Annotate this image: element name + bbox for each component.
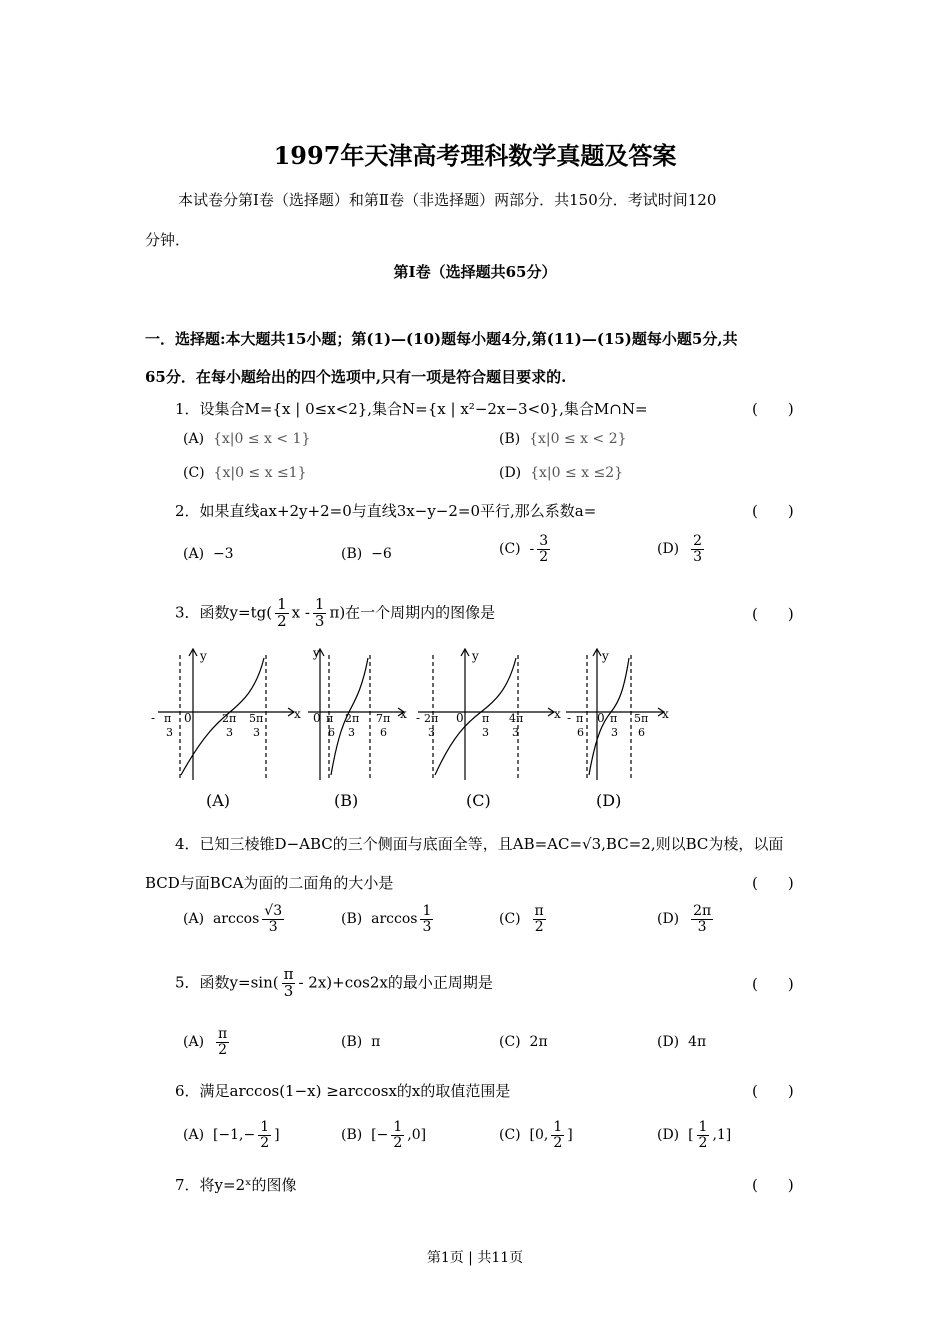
q1-option-c: (C) {x|0 ≤ x ≤1} xyxy=(183,465,307,481)
page-title: 1997年天津高考理科数学真题及答案 xyxy=(273,141,677,170)
q3-stem: 3．函数y=tg( $\frac{1}{2}$ x - $\frac{1}{3}$ π)在一个周期内的图像是 xyxy=(175,595,496,630)
intro-line-1: 本试卷分第Ⅰ卷（选择题）和第Ⅱ卷（非选择题）两部分．共150分．考试时间120 xyxy=(178,191,717,209)
q5-stem: 5．函数y=sin( $\frac{\pi}{3}$ - 2x)+cos2x的最小正周期是 xyxy=(175,965,493,1000)
graph-c-tick3-num: 4π xyxy=(509,712,524,725)
q4-answer-paren: ( ) xyxy=(752,874,794,892)
graph-d-minus: - xyxy=(567,711,572,725)
graph-a-tick3-den: 3 xyxy=(253,726,260,739)
q4-option-d: (D) $\frac{2\pi}{3}$ xyxy=(657,903,712,935)
q1-option-d: (D) {x|0 ≤ x ≤2} xyxy=(499,465,624,481)
q6-option-d: (D) [ $\frac{1}{2}$ ,1] xyxy=(657,1119,732,1151)
graph-a-x-label: x xyxy=(294,707,301,721)
graph-c-origin: 0 xyxy=(456,711,464,725)
graph-a-tick2-den: 3 xyxy=(226,726,233,739)
q4-option-a: (A) arccos $\frac{√3}{3}$ xyxy=(183,903,283,935)
graph-c-tick1-num: 2π xyxy=(424,712,439,725)
graph-a-minus: - xyxy=(151,711,156,725)
graph-d-y-label: y xyxy=(602,649,609,663)
graph-b-tick3-den: 6 xyxy=(380,726,387,739)
q1-option-a: (A) {x|0 ≤ x < 1} xyxy=(183,431,311,447)
q4-option-b: (B) arccos $\frac{1}{3}$ xyxy=(341,903,432,935)
page-footer: 第1页 | 共11页 xyxy=(426,1250,524,1266)
q5-option-b: (B) π xyxy=(341,1034,381,1050)
graph-d-tick3-num: 5π xyxy=(634,712,649,725)
graph-b-tick2-den: 3 xyxy=(348,726,355,739)
q1-option-b: (B) {x|0 ≤ x < 2} xyxy=(499,431,627,447)
q2-text: 如果直线ax+2y+2=0与直线3x−y−2=0平行,那么系数a= xyxy=(199,502,597,520)
intro-line-2: 分钟． xyxy=(145,231,191,249)
q1-number: 1． xyxy=(175,400,200,418)
graph-c-tick2-num: π xyxy=(482,712,490,725)
graph-d-curve xyxy=(589,658,629,775)
q4-option-c: (C) $\frac{\pi}{2}$ xyxy=(499,903,544,935)
q6-option-b: (B) [− $\frac{1}{2}$ ,0] xyxy=(341,1119,427,1151)
q5-option-c: (C) 2π xyxy=(499,1034,548,1050)
q2-option-d: (D) $\frac{2}{3}$ xyxy=(657,533,702,565)
graph-c-x-label: x xyxy=(554,707,561,721)
graph-d-origin: 0 xyxy=(597,711,605,725)
graph-a-y-label: y xyxy=(200,649,207,663)
graph-d-x-label: x xyxy=(662,707,669,721)
graph-c-minus: - xyxy=(416,711,421,725)
q1-answer-paren: ( ) xyxy=(752,400,794,418)
q3-answer-paren: ( ) xyxy=(752,605,794,623)
graph-a-origin: 0 xyxy=(184,711,192,725)
graph-a-tick3-num: 5π xyxy=(249,712,264,725)
graph-d-tick3-den: 6 xyxy=(638,726,645,739)
graph-a-tick1-den: 3 xyxy=(166,726,173,739)
graph-b-origin: 0 xyxy=(313,711,321,725)
graph-d-tick1-num: π xyxy=(576,712,584,725)
q5-answer-paren: ( ) xyxy=(752,975,794,993)
q5-option-d: (D) 4π xyxy=(657,1034,707,1050)
graph-b-caption: (B) xyxy=(334,791,359,810)
graph-b-x-label: x xyxy=(400,707,407,721)
q4-stem-line-2: BCD与面BCA为面的二面角的大小是 xyxy=(145,874,394,892)
graph-d-caption: (D) xyxy=(596,791,622,810)
q6-option-c: (C) [0, $\frac{1}{2}$ ] xyxy=(499,1119,573,1151)
instructions-line-2: 65分．在每小题给出的四个选项中,只有一项是符合题目要求的. xyxy=(145,368,567,386)
graph-b-tick2-num: 2π xyxy=(345,712,360,725)
q1-stem xyxy=(175,398,648,419)
graph-d-tick2-num: π xyxy=(610,712,618,725)
graph-d-tick2-den: 3 xyxy=(611,726,618,739)
q2-option-a: (A) −3 xyxy=(183,546,234,562)
q2-number: 2． xyxy=(175,502,200,520)
graph-c-curve xyxy=(435,658,516,775)
q6-answer-paren: ( ) xyxy=(752,1082,794,1100)
q2-answer-paren: ( ) xyxy=(752,502,794,520)
q7-stem: 7．将y=2ˣ的图像 xyxy=(175,1176,297,1194)
q2-option-b: (B) −6 xyxy=(341,546,392,562)
instructions-line-1: 一．选择题:本大题共15小题；第(1)—(10)题每小题4分,第(11)—(15)题每小题5分,共 xyxy=(145,330,738,348)
graph-b-y-label: y xyxy=(313,646,320,660)
graph-a-tick1-num: π xyxy=(164,712,172,725)
graph-d-tick1-den: 6 xyxy=(577,726,584,739)
q3-graphs-figure xyxy=(148,640,678,820)
q2-stem xyxy=(175,500,596,521)
q5-option-a: (A) $\frac{\pi}{2}$ xyxy=(183,1026,228,1058)
q6-stem: 6．满足arccos(1−x) ≥arccosx的x的取值范围是 xyxy=(175,1082,511,1100)
graph-b-tick1-num: π xyxy=(326,712,334,725)
graph-c-tick3-den: 3 xyxy=(512,726,519,739)
graph-c-caption: (C) xyxy=(466,791,491,810)
graph-a-caption: (A) xyxy=(206,791,231,810)
q7-answer-paren: ( ) xyxy=(752,1176,794,1194)
section-title: 第Ⅰ卷（选择题共65分） xyxy=(393,263,557,281)
graph-b-tick1-den: 6 xyxy=(328,726,335,739)
q2-option-c: (C) - $\frac{3}{2}$ xyxy=(499,533,549,565)
graph-c-tick1-den: 3 xyxy=(428,726,435,739)
graph-a-tick2-num: 2π xyxy=(222,712,237,725)
q6-option-a: (A) [−1,− $\frac{1}{2}$ ] xyxy=(183,1119,280,1151)
graph-c-tick2-den: 3 xyxy=(482,726,489,739)
graph-b-tick3-num: 7π xyxy=(376,712,391,725)
q4-stem-line-1: 4．已知三棱锥D−ABC的三个侧面与底面全等，且AB=AC=√3,BC=2,则以BC为棱，以面 xyxy=(175,835,784,853)
graph-c-y-label: y xyxy=(472,649,479,663)
q1-text: 设集合M={x | 0≤x<2},集合N={x | x²−2x−3<0},集合M∩N= xyxy=(199,400,648,418)
